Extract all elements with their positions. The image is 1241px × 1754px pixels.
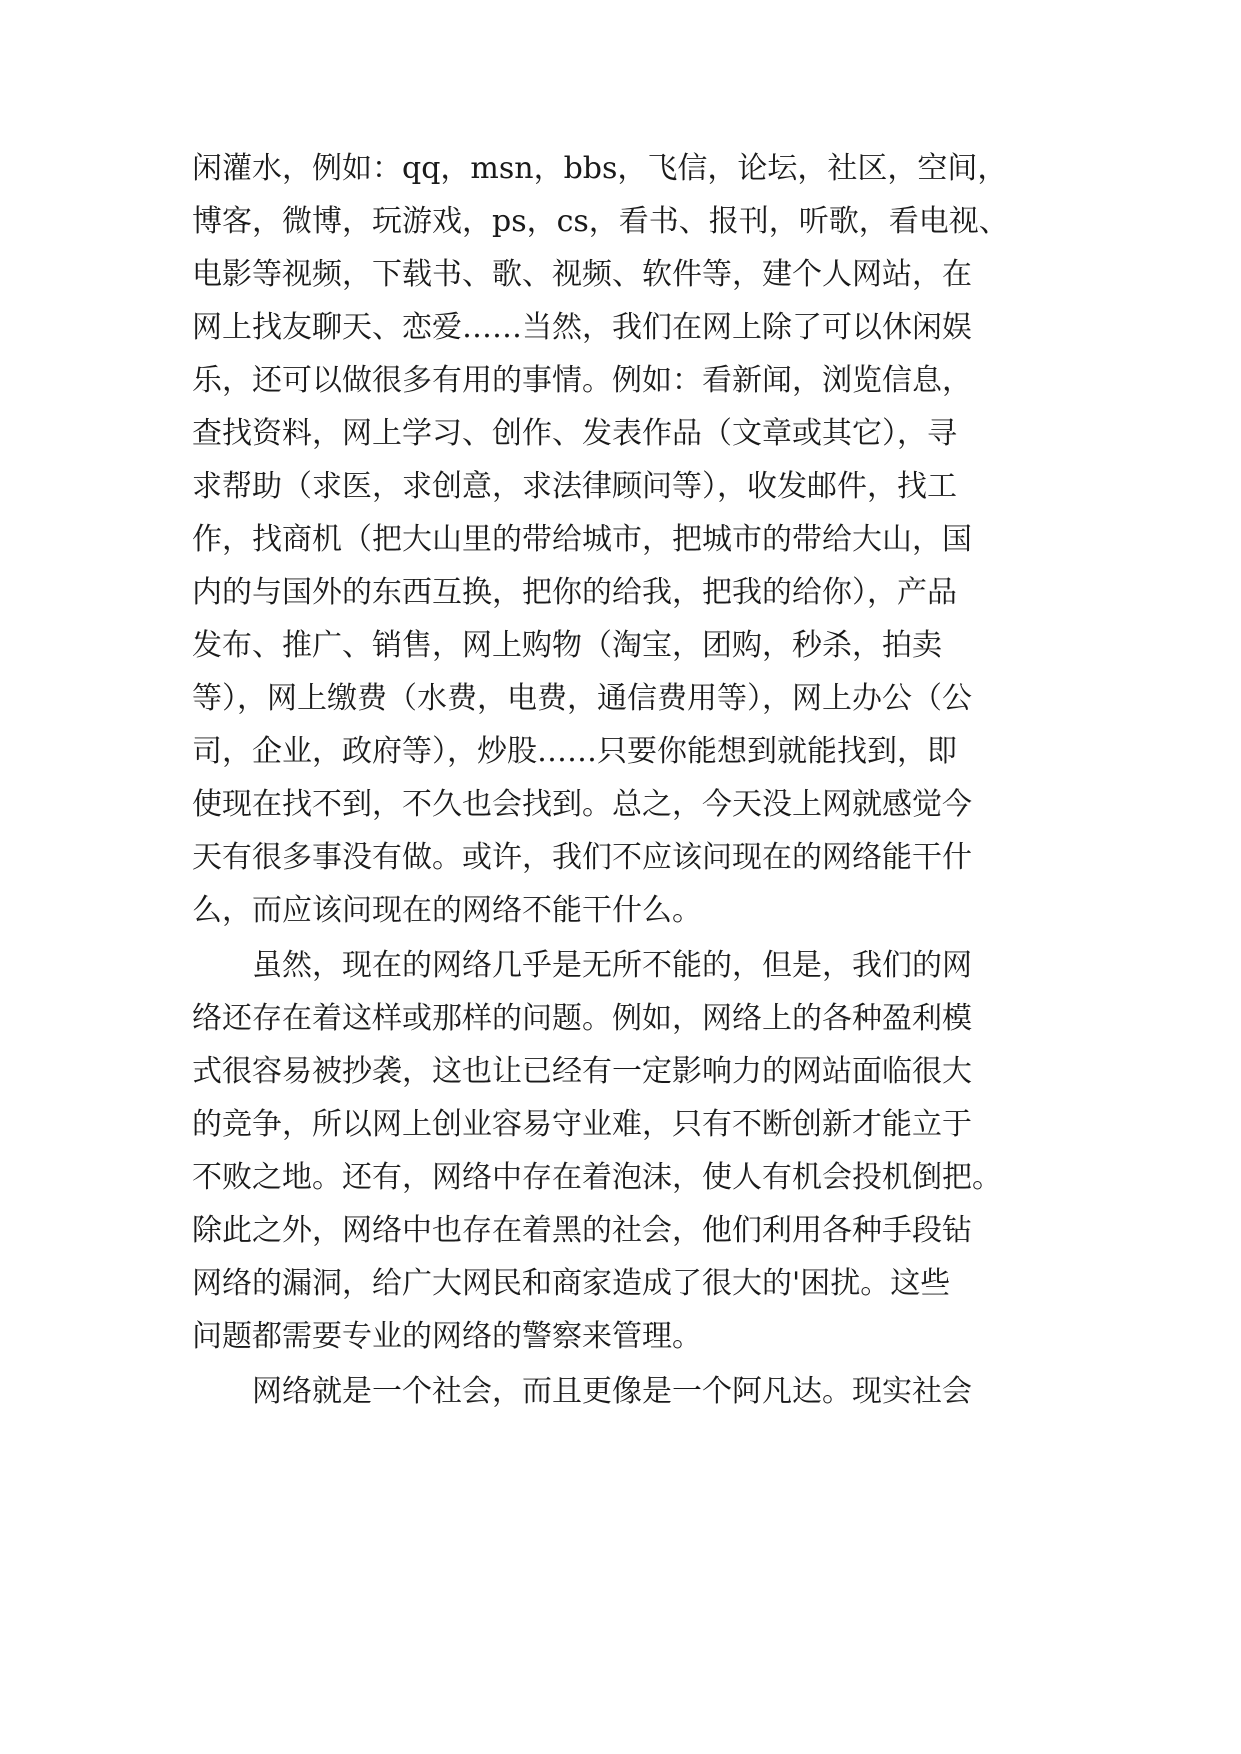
text-line: 等），网上缴费（水费，电费，通信费用等），网上办公（公 xyxy=(192,681,972,716)
text-line: 网络的漏洞，给广大网民和商家造成了很大的'困扰。这些 xyxy=(192,1266,951,1301)
paragraph-first-line: 网络就是一个社会，而且更像是一个阿凡达。现实社会 xyxy=(192,1374,972,1409)
text-line: 么，而应该问现在的网络不能干什么。 xyxy=(192,893,702,928)
paragraph-first-line: 虽然，现在的网络几乎是无所不能的，但是，我们的网 xyxy=(192,948,972,983)
text-line: 司，企业，政府等），炒股……只要你能想到就能找到，即 xyxy=(192,734,957,769)
text-line: 络还存在着这样或那样的问题。例如，网络上的各种盈利模 xyxy=(192,1001,972,1036)
text-line: 查找资料，网上学习、创作、发表作品（文章或其它），寻 xyxy=(192,416,957,451)
text-line: 发布、推广、销售，网上购物（淘宝，团购，秒杀，拍卖 xyxy=(192,628,942,663)
text-line: 内的与国外的东西互换，把你的给我，把我的给你），产品 xyxy=(192,575,957,610)
text-line: 网上找友聊天、恋爱……当然，我们在网上除了可以休闲娱 xyxy=(192,310,972,345)
text-line: 博客，微博，玩游戏，ps，cs，看书、报刊，听歌，看电视、 xyxy=(192,204,1009,239)
text-line: 闲灌水，例如：qq，msn，bbs，飞信，论坛，社区，空间， xyxy=(192,151,1008,186)
text-line: 天有很多事没有做。或许，我们不应该问现在的网络能干什 xyxy=(192,840,972,875)
text-line: 使现在找不到，不久也会找到。总之，今天没上网就感觉今 xyxy=(192,787,972,822)
text-line: 式很容易被抄袭，这也让已经有一定影响力的网站面临很大 xyxy=(192,1054,972,1089)
text-line: 求帮助（求医，求创意，求法律顾问等），收发邮件，找工 xyxy=(192,469,957,504)
text-line: 乐，还可以做很多有用的事情。例如：看新闻，浏览信息， xyxy=(192,363,972,398)
text-line: 问题都需要专业的网络的警察来管理。 xyxy=(192,1319,702,1354)
text-line: 电影等视频，下载书、歌、视频、软件等，建个人网站，在 xyxy=(192,257,972,292)
text-line: 作，找商机（把大山里的带给城市，把城市的带给大山，国 xyxy=(192,522,972,557)
text-line: 不败之地。还有，网络中存在着泡沫，使人有机会投机倒把。 xyxy=(192,1160,1002,1195)
text-line: 除此之外，网络中也存在着黑的社会，他们利用各种手段钻 xyxy=(192,1213,972,1248)
text-line: 的竞争，所以网上创业容易守业难，只有不断创新才能立于 xyxy=(192,1107,972,1142)
